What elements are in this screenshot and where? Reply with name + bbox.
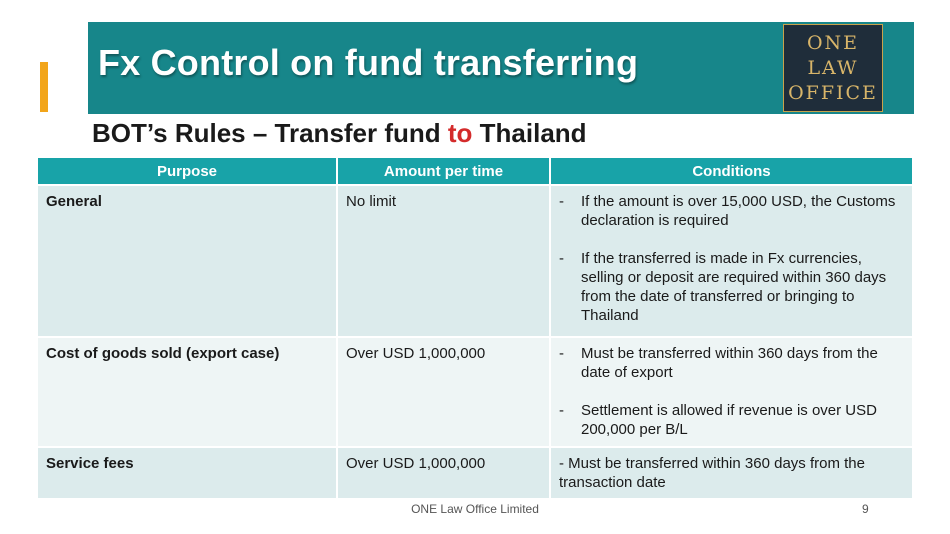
- table-row: [38, 337, 912, 447]
- conditions-cell: [550, 185, 912, 337]
- condition-item: - If the amount is over 15,000 USD, the Customs declaration is required: [559, 192, 904, 230]
- slide-title: Fx Control on fund transferring: [98, 42, 639, 83]
- amount-cell: Over USD 1,000,000: [337, 447, 550, 498]
- header-amount: Amount per time: [337, 158, 550, 185]
- subtitle-suffix: Thailand: [472, 118, 587, 148]
- condition-text: If the transferred is made in Fx currencies, selling or deposit are required within 360 days from the date of transferred or bringing to Thailand: [581, 250, 887, 324]
- amount-cell: Over USD 1,000,000: [337, 337, 550, 447]
- accent-bar: [40, 62, 48, 112]
- logo-line-2: LAW: [807, 56, 859, 79]
- company-logo: [783, 24, 883, 112]
- subtitle-highlight: to: [447, 118, 473, 148]
- condition-text: If the amount is over 15,000 USD, the Customs declaration is required: [581, 193, 896, 229]
- amount-cell: No limit: [337, 185, 550, 337]
- conditions-cell: - Must be transferred within 360 days from the transaction date: [550, 447, 912, 498]
- purpose-cell: Cost of goods sold (export case): [38, 337, 337, 447]
- header-purpose: Purpose: [38, 158, 337, 185]
- rules-table: [38, 158, 912, 498]
- condition-item: - If the transferred is made in Fx currencies, selling or deposit are required within 360 days from the date of transferred or bringing to Thailand: [559, 249, 904, 325]
- condition-item: - Must be transferred within 360 days from the date of export: [559, 344, 904, 382]
- table-row: [38, 185, 912, 337]
- logo-line-3: OFFICE: [788, 81, 878, 104]
- footer-company: ONE Law Office Limited: [411, 502, 539, 516]
- condition-item: - Settlement is allowed if revenue is over USD 200,000 per B/L: [559, 401, 904, 439]
- conditions-cell: [550, 337, 912, 447]
- condition-text: Must be transferred within 360 days from the date of export: [581, 345, 878, 381]
- header-conditions: Conditions: [550, 158, 912, 185]
- table-header-row: [38, 158, 912, 185]
- table-row: [38, 447, 912, 498]
- slide-subtitle: [92, 118, 587, 149]
- purpose-cell: Service fees: [38, 447, 337, 498]
- subtitle-prefix: BOT’s Rules – Transfer fund: [92, 118, 448, 148]
- purpose-cell: General: [38, 185, 337, 337]
- logo-line-1: ONE: [806, 31, 860, 54]
- condition-text: Settlement is allowed if revenue is over USD 200,000 per B/L: [581, 402, 877, 438]
- page-number: 9: [862, 502, 869, 516]
